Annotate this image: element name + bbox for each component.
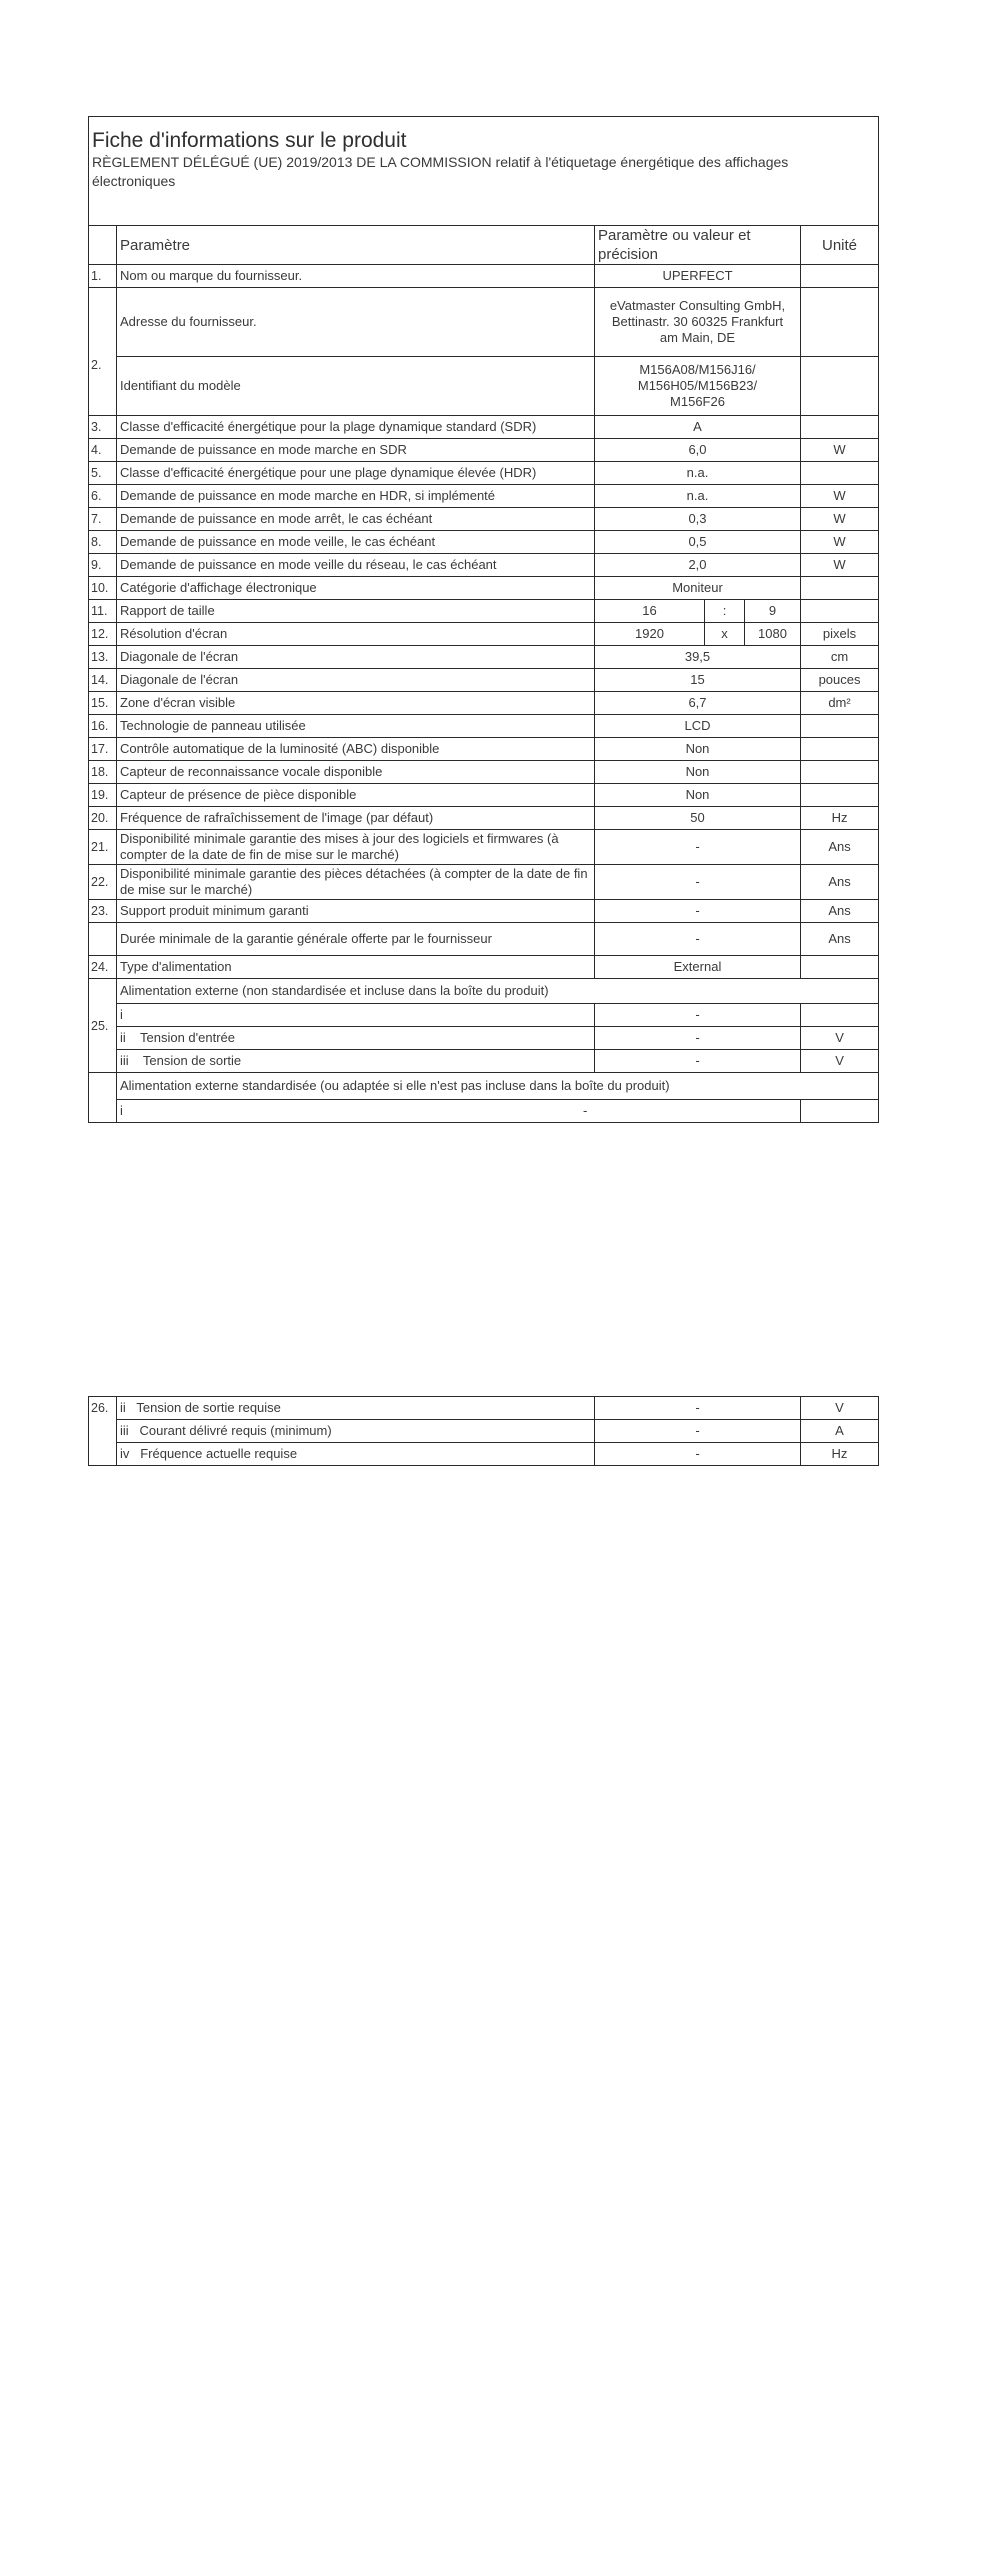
spec-table-continued xyxy=(88,1396,879,1466)
row-number: 9. xyxy=(89,554,117,577)
row-label: Classe d'efficacité énergétique pour une plage dynamique élevée (HDR) xyxy=(117,462,595,485)
row-unit: Ans xyxy=(801,830,879,865)
column-header-param: Paramètre xyxy=(117,226,595,265)
table-row xyxy=(89,738,879,761)
row-value: Non xyxy=(595,761,801,784)
row-number: 13. xyxy=(89,646,117,669)
row-label: Fréquence de rafraîchissement de l'image (par défaut) xyxy=(117,807,595,830)
row-label: Contrôle automatique de la luminosité (ABC) disponible xyxy=(117,738,595,761)
row-unit: W xyxy=(801,508,879,531)
row-number: 12. xyxy=(89,623,117,646)
table-row xyxy=(89,600,879,623)
row-label: Capteur de reconnaissance vocale disponible xyxy=(117,761,595,784)
row-number: 1. xyxy=(89,265,117,288)
row-label: Nom ou marque du fournisseur. xyxy=(117,265,595,288)
row-unit: Ans xyxy=(801,865,879,900)
row-label: Classe d'efficacité énergétique pour la plage dynamique standard (SDR) xyxy=(117,416,595,439)
row-value: 15 xyxy=(595,669,801,692)
resolution-width-value: 1920 xyxy=(595,623,705,646)
table-row xyxy=(89,692,879,715)
row-number: 16. xyxy=(89,715,117,738)
row-number: 19. xyxy=(89,784,117,807)
row-number: 22. xyxy=(89,865,117,900)
row-label: Demande de puissance en mode marche en SDR xyxy=(117,439,595,462)
table-row xyxy=(89,1073,879,1100)
table-row xyxy=(89,1050,879,1073)
row-number: 26. xyxy=(89,1397,117,1466)
row-value: M156A08/M156J16/ M156H05/M156B23/ M156F26 xyxy=(595,357,801,416)
row-label: i xyxy=(117,1004,595,1027)
row-value: - xyxy=(595,865,801,900)
row-number: 3. xyxy=(89,416,117,439)
table-row xyxy=(89,715,879,738)
row-value: A xyxy=(595,416,801,439)
row-number: 23. xyxy=(89,900,117,923)
row-unit: cm xyxy=(801,646,879,669)
row-label: iii Tension de sortie xyxy=(117,1050,595,1073)
row-number: 10. xyxy=(89,577,117,600)
row-unit xyxy=(801,738,879,761)
table-row xyxy=(89,531,879,554)
row-unit xyxy=(801,784,879,807)
row-number: 18. xyxy=(89,761,117,784)
row-value: 0,3 xyxy=(595,508,801,531)
table-row xyxy=(89,1027,879,1050)
row-unit: A xyxy=(801,1420,879,1443)
row-value: - xyxy=(595,1004,801,1027)
table-row xyxy=(89,439,879,462)
row-label: Diagonale de l'écran xyxy=(117,669,595,692)
row-value: 6,0 xyxy=(595,439,801,462)
row-number: 2. xyxy=(89,357,117,416)
table-row xyxy=(89,1420,879,1443)
row-value: Non xyxy=(595,784,801,807)
row-unit: Hz xyxy=(801,1443,879,1466)
product-information-sheet-continued xyxy=(88,1396,878,1466)
row-label: ii Tension d'entrée xyxy=(117,1027,595,1050)
section-heading: Alimentation externe (non standardisée et incluse dans la boîte du produit) xyxy=(117,979,879,1004)
row-label-value xyxy=(117,1100,801,1123)
ratio-height-value: 9 xyxy=(745,600,801,623)
page-title: Fiche d'informations sur le produit xyxy=(92,129,407,152)
row-number: 17. xyxy=(89,738,117,761)
table-row xyxy=(89,265,879,288)
row-number: 14. xyxy=(89,669,117,692)
column-header-row xyxy=(89,226,879,265)
row-number: 6. xyxy=(89,485,117,508)
row-unit xyxy=(801,577,879,600)
row-number: 21. xyxy=(89,830,117,865)
row-label: Support produit minimum garanti xyxy=(117,900,595,923)
row-unit: Hz xyxy=(801,807,879,830)
row-value: - xyxy=(595,1420,801,1443)
row-unit: V xyxy=(801,1050,879,1073)
row-value: - xyxy=(595,1443,801,1466)
ratio-width-value: 16 xyxy=(595,600,705,623)
resolution-separator: x xyxy=(705,623,745,646)
row-unit: pouces xyxy=(801,669,879,692)
row-value: Moniteur xyxy=(595,577,801,600)
page-subtitle: RÈGLEMENT DÉLÉGUÉ (UE) 2019/2013 DE LA COMMISSION relatif à l'étiquetage énergétique des affichages électroniques xyxy=(92,154,789,189)
table-row xyxy=(89,416,879,439)
row-label: Identifiant du modèle xyxy=(117,357,595,416)
row-label: Adresse du fournisseur. xyxy=(117,288,595,357)
row-value: 6,7 xyxy=(595,692,801,715)
row-label: i xyxy=(120,1103,123,1118)
table-row xyxy=(89,646,879,669)
row-value: n.a. xyxy=(595,485,801,508)
row-value: n.a. xyxy=(595,462,801,485)
table-row xyxy=(89,554,879,577)
row-unit: W xyxy=(801,554,879,577)
row-unit: Ans xyxy=(801,923,879,956)
row-value: 0,5 xyxy=(595,531,801,554)
row-unit: pixels xyxy=(801,623,879,646)
row-unit: V xyxy=(801,1027,879,1050)
table-row xyxy=(89,923,879,956)
row-unit xyxy=(801,715,879,738)
table-row xyxy=(89,1004,879,1027)
row-number: 8. xyxy=(89,531,117,554)
table-row xyxy=(89,956,879,979)
row-value: - xyxy=(595,830,801,865)
row-value: eVatmaster Consulting GmbH, Bettinastr. 30 60325 Frankfurt am Main, DE xyxy=(595,288,801,357)
row-value: - xyxy=(595,1397,801,1420)
row-number: 25. xyxy=(89,979,117,1073)
table-row xyxy=(89,761,879,784)
table-row xyxy=(89,830,879,865)
row-label: iii Courant délivré requis (minimum) xyxy=(117,1420,595,1443)
row-unit xyxy=(801,761,879,784)
column-header-unit: Unité xyxy=(801,226,879,265)
row-label: Zone d'écran visible xyxy=(117,692,595,715)
table-row xyxy=(89,462,879,485)
row-number: 20. xyxy=(89,807,117,830)
row-value: 39,5 xyxy=(595,646,801,669)
table-row xyxy=(89,485,879,508)
row-label: Catégorie d'affichage électronique xyxy=(117,577,595,600)
table-row xyxy=(89,979,879,1004)
row-label: Rapport de taille xyxy=(117,600,595,623)
row-value: UPERFECT xyxy=(595,265,801,288)
row-label: Demande de puissance en mode marche en HDR, si implémenté xyxy=(117,485,595,508)
row-number: 7. xyxy=(89,508,117,531)
row-label: Résolution d'écran xyxy=(117,623,595,646)
row-unit xyxy=(801,462,879,485)
row-unit: W xyxy=(801,485,879,508)
spec-table xyxy=(88,116,879,1123)
row-value: - xyxy=(595,923,801,956)
row-label: Demande de puissance en mode arrêt, le cas échéant xyxy=(117,508,595,531)
row-number: 11. xyxy=(89,600,117,623)
row-unit xyxy=(801,1004,879,1027)
row-label: Demande de puissance en mode veille, le cas échéant xyxy=(117,531,595,554)
table-row xyxy=(89,508,879,531)
row-unit xyxy=(801,600,879,623)
row-label: Capteur de présence de pièce disponible xyxy=(117,784,595,807)
row-unit: V xyxy=(801,1397,879,1420)
row-value: Non xyxy=(595,738,801,761)
row-unit xyxy=(801,416,879,439)
ratio-separator: : xyxy=(705,600,745,623)
row-unit: W xyxy=(801,531,879,554)
row-number: 4. xyxy=(89,439,117,462)
title-row xyxy=(89,117,879,226)
row-label: Disponibilité minimale garantie des pièces détachées (à compter de la date de fin de mise sur le marché) xyxy=(117,865,595,900)
row-unit xyxy=(801,265,879,288)
table-row xyxy=(89,1100,879,1123)
column-header-value: Paramètre ou valeur et précision xyxy=(595,226,801,265)
row-unit: Ans xyxy=(801,900,879,923)
row-value: LCD xyxy=(595,715,801,738)
section-heading: Alimentation externe standardisée (ou adaptée si elle n'est pas incluse dans la boîte du produit) xyxy=(117,1073,879,1100)
table-row xyxy=(89,1397,879,1420)
row-number: 24. xyxy=(89,956,117,979)
table-row xyxy=(89,623,879,646)
row-label: Disponibilité minimale garantie des mises à jour des logiciels et firmwares (à compter de la date de fin de mise sur le marché) xyxy=(117,830,595,865)
row-number: 15. xyxy=(89,692,117,715)
row-label: Type d'alimentation xyxy=(117,956,595,979)
row-number: 5. xyxy=(89,462,117,485)
product-information-sheet xyxy=(88,116,878,1123)
row-value: - xyxy=(595,1027,801,1050)
row-value: 50 xyxy=(595,807,801,830)
resolution-height-value: 1080 xyxy=(745,623,801,646)
row-label: iv Fréquence actuelle requise xyxy=(117,1443,595,1466)
table-row xyxy=(89,577,879,600)
row-value: 2,0 xyxy=(595,554,801,577)
row-label: Demande de puissance en mode veille du réseau, le cas échéant xyxy=(117,554,595,577)
table-row xyxy=(89,1443,879,1466)
table-row xyxy=(89,865,879,900)
row-unit xyxy=(801,956,879,979)
row-value: - xyxy=(595,900,801,923)
table-row xyxy=(89,669,879,692)
row-unit: W xyxy=(801,439,879,462)
row-label: Durée minimale de la garantie générale offerte par le fournisseur xyxy=(117,923,595,956)
row-value: - xyxy=(583,1103,588,1118)
row-value: - xyxy=(595,1050,801,1073)
table-row xyxy=(89,784,879,807)
row-label: Diagonale de l'écran xyxy=(117,646,595,669)
row-unit: dm² xyxy=(801,692,879,715)
row-label: Technologie de panneau utilisée xyxy=(117,715,595,738)
row-label: ii Tension de sortie requise xyxy=(117,1397,595,1420)
table-row xyxy=(89,807,879,830)
table-row xyxy=(89,900,879,923)
table-row xyxy=(89,288,879,357)
table-row xyxy=(89,357,879,416)
row-value: External xyxy=(595,956,801,979)
